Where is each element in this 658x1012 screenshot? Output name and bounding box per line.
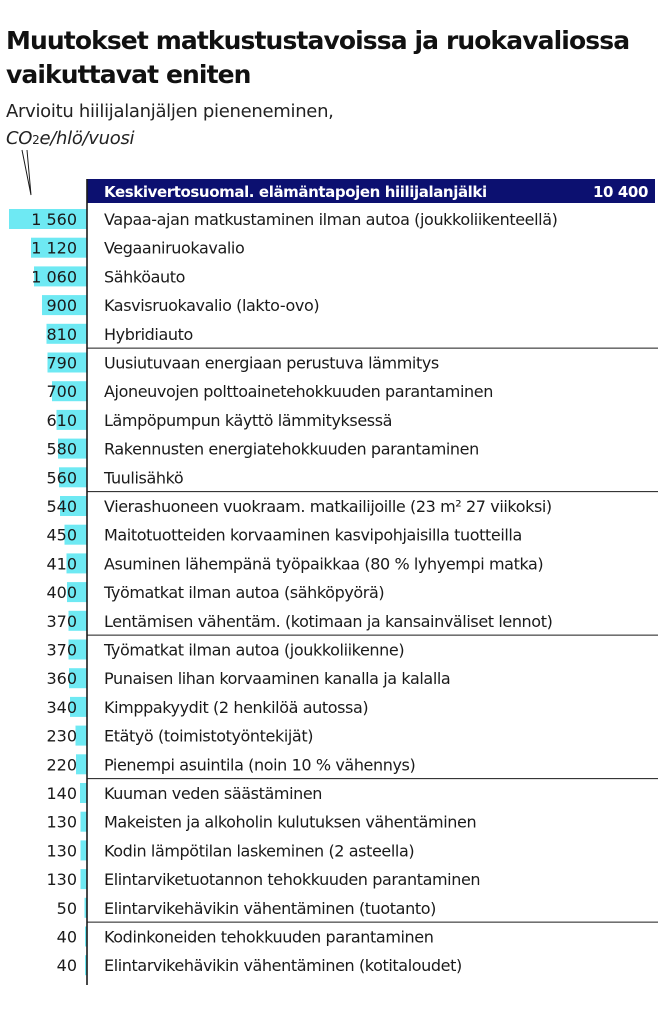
category-label: Vegaaniruokavalio [104,238,245,258]
category-label: Kodin lämpötilan laskeminen (2 asteella) [104,841,415,861]
value-label: 610 [46,410,77,430]
category-label: Elintarvikehävikin vähentäminen (kotitaloudet) [104,956,462,976]
value-label: 360 [46,669,77,689]
value-label: 450 [46,525,77,545]
category-label: Pienempi asuintila (noin 10 % vähennys) [104,755,416,775]
category-label: Ajoneuvojen polttoainetehokkuuden parantaminen [104,382,493,402]
bar [80,783,87,803]
value-label: 1 560 [31,210,77,229]
value-label: 790 [46,353,77,373]
reference-header-value: 10 400 [592,183,648,201]
category-label: Rakennusten energiatehokkuuden parantaminen [104,439,479,459]
value-label: 140 [46,784,77,803]
value-label: 540 [46,497,77,516]
bar [81,840,88,860]
value-label: 40 [56,956,77,976]
value-label: 1 060 [31,267,77,287]
category-label: Kuuman veden säästäminen [104,784,323,803]
value-label: 410 [46,554,77,574]
category-label: Hybridiauto [104,324,193,344]
value-label: 370 [46,611,77,631]
category-label: Elintarvikehävikin vähentäminen (tuotanto) [104,898,436,918]
category-label: Kasvisruokavalio (lakto-ovo) [104,296,320,316]
chart-title: Muutokset matkustustavoissa ja ruokavaliossa vaikuttavat eniten [6,26,630,89]
category-label: Työmatkat ilman autoa (joukkoliikenne) [104,640,405,660]
unit-subscript: 2 [32,133,40,147]
value-label: 130 [46,870,77,890]
category-label: Punaisen lihan korvaaminen kanalla ja kalalla [104,669,451,689]
unit-prefix: CO [6,128,33,149]
category-label: Maitotuotteiden korvaaminen kasvipohjaisilla tuotteilla [104,525,522,545]
value-label: 340 [46,697,77,717]
value-label: 900 [46,296,77,316]
chart-subtitle: Arvioitu hiilijalanjäljen pieneneminen, [6,101,334,122]
category-label: Uusiutuvaan energiaan perustuva lämmitys [104,353,439,373]
value-label: 230 [46,726,77,746]
category-label: Vierashuoneen vuokraam. matkailijoille (23 m² 27 viikoksi) [104,497,552,516]
value-label: 220 [46,755,77,775]
value-label: 400 [46,583,77,603]
value-label: 1 120 [31,238,77,258]
reference-header-label: Keskivertosuomal. elämäntapojen hiilijalanjälki [104,183,487,201]
category-label: Sähköauto [104,267,185,287]
bar [81,812,88,832]
value-label: 700 [46,382,77,402]
value-label: 130 [46,841,77,861]
category-label: Elintarviketuotannon tehokkuuden parantaminen [104,870,481,890]
category-label: Kodinkoneiden tehokkuuden parantaminen [104,927,434,947]
category-label: Asuminen lähempänä työpaikkaa (80 % lyhyempi matka) [104,554,544,574]
bar [81,869,88,889]
bar [76,726,88,746]
category-label: Kimppakyydit (2 henkilöä autossa) [104,697,369,717]
value-label: 810 [46,324,77,344]
value-label: 40 [56,927,77,947]
bar [76,754,87,774]
category-label: Etätyö (toimistotyöntekijät) [104,726,314,746]
value-label: 580 [46,439,77,459]
value-label: 50 [56,898,77,918]
callout-pointer [22,150,31,195]
value-label: 560 [46,468,77,488]
value-label: 370 [46,640,77,660]
bars-group [9,209,557,975]
value-label: 130 [46,812,77,832]
unit-suffix: e/hlö/vuosi [39,128,135,149]
category-label: Tuulisähkö [104,468,184,488]
separators-group [87,348,658,922]
category-label: Makeisten ja alkoholin kulutuksen vähentäminen [104,812,477,832]
category-label: Lämpöpumpun käyttö lämmityksessä [104,410,393,430]
category-label: Lentämisen vähentäm. (kotimaan ja kansainväliset lennot) [104,611,553,631]
category-label: Työmatkat ilman autoa (sähköpyörä) [104,583,385,603]
category-label: Vapaa-ajan matkustaminen ilman autoa (joukkoliikenteellä) [104,210,558,229]
